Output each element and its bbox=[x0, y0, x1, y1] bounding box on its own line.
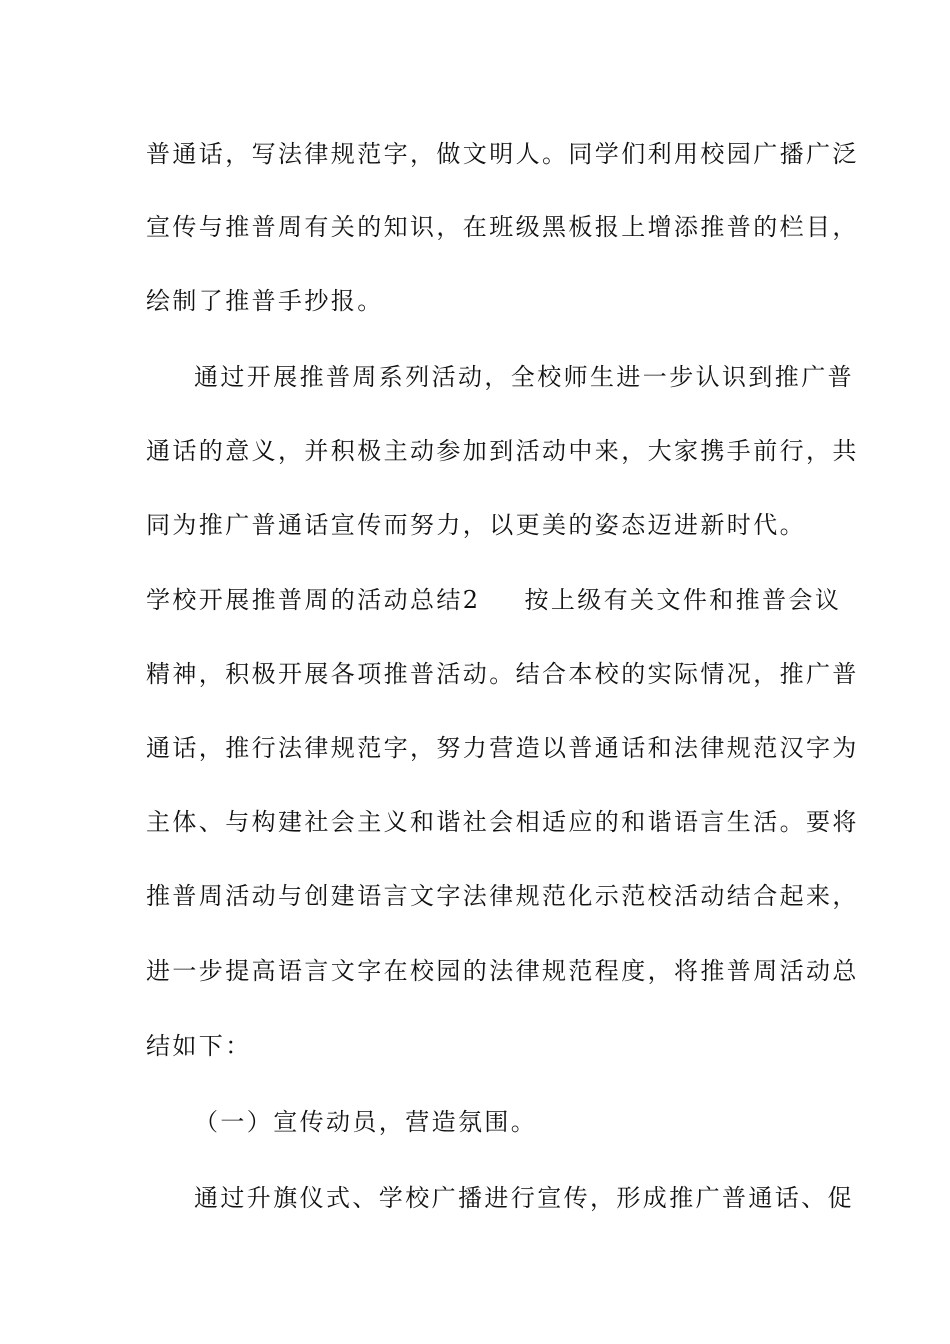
paragraph-line: 同为推广普通话宣传而努力，以更美的姿态迈进新时代。 bbox=[146, 511, 806, 539]
section-heading-line bbox=[146, 584, 841, 616]
paragraph-line: 绘制了推普手抄报。 bbox=[146, 287, 384, 315]
paragraph-line: 宣传与推普周有关的知识，在班级黑板报上增添推普的栏目， bbox=[146, 213, 859, 241]
section-title: 学校开展推普周的活动总结2 bbox=[146, 586, 481, 614]
paragraph-line: 主体、与构建社会主义和谐社会相适应的和谐语言生活。要将 bbox=[146, 808, 859, 836]
section-title-continuation: 按上级有关文件和推普会议 bbox=[524, 586, 842, 614]
paragraph-line: 通话，推行法律规范字，努力营造以普通话和法律规范汉字为 bbox=[146, 734, 859, 762]
paragraph-line: 普通话，写法律规范字，做文明人。同学们利用校园广播广泛 bbox=[146, 140, 859, 168]
paragraph-line: 结如下： bbox=[146, 1032, 252, 1060]
paragraph-line: 精神，积极开展各项推普活动。结合本校的实际情况，推广普 bbox=[146, 660, 859, 688]
paragraph-line: 通话的意义，并积极主动参加到活动中来，大家携手前行，共 bbox=[146, 437, 859, 465]
subsection-heading: （一）宣传动员，营造氛围。 bbox=[194, 1108, 538, 1136]
paragraph-line: 进一步提高语言文字在校园的法律规范程度，将推普周活动总 bbox=[146, 957, 859, 985]
paragraph-line: 推普周活动与创建语言文字法律规范化示范校活动结合起来， bbox=[146, 882, 859, 910]
paragraph-line: 通过开展推普周系列活动，全校师生进一步认识到推广普 bbox=[194, 363, 854, 391]
paragraph-line: 通过升旗仪式、学校广播进行宣传，形成推广普通话、促 bbox=[194, 1184, 854, 1212]
